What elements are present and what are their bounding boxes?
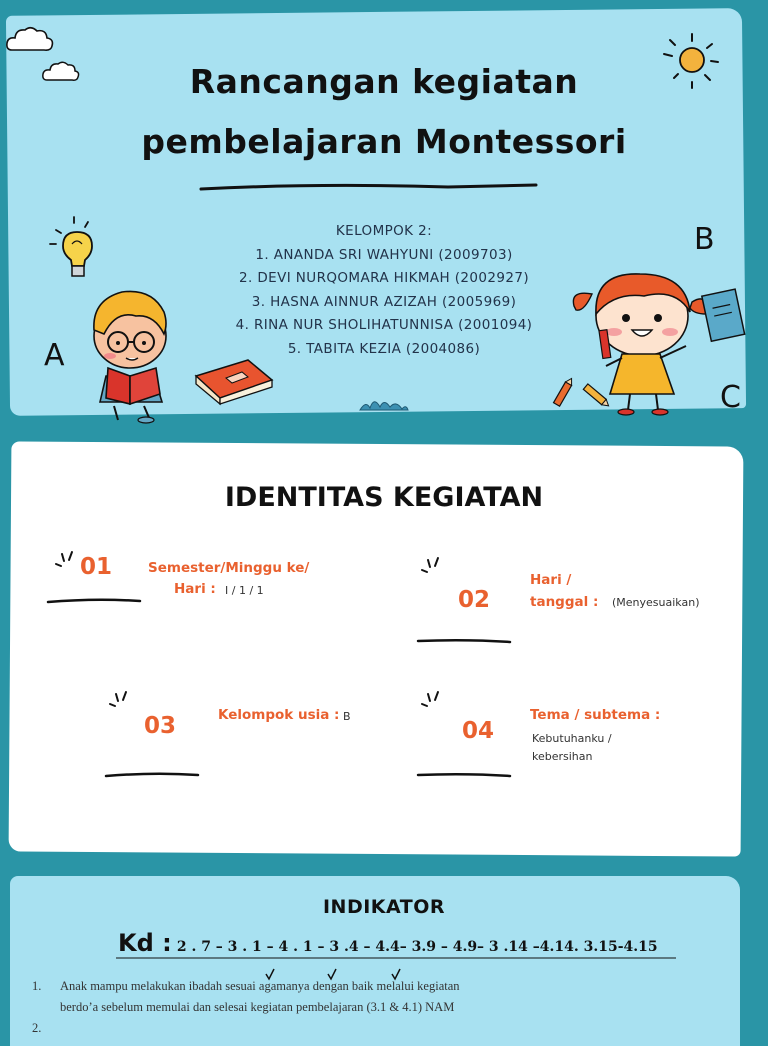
sparkle-icon	[418, 690, 442, 712]
item-number-04: 04	[462, 718, 495, 744]
kd-line	[118, 929, 658, 957]
identity-slide	[0, 432, 768, 864]
check-mark-icon	[390, 968, 402, 982]
hari-label: Hari :	[174, 581, 216, 597]
group-label: KELOMPOK 2:	[335, 223, 433, 239]
tema-subtema-label: Tema / subtema :	[530, 707, 661, 723]
tema-value-line1: Kebutuhanku /	[532, 732, 612, 745]
kd-label: Kd :	[118, 929, 172, 957]
member-item: 5. TABITA KEZIA (2004086)	[287, 340, 481, 357]
title-slide	[0, 0, 768, 432]
cloud-icon	[4, 24, 56, 56]
tema-value-line2: kebersihan	[532, 750, 593, 763]
semester-label: Semester/Minggu ke/	[148, 560, 310, 576]
semester-value: I / 1 / 1	[225, 584, 264, 597]
grass-tuft-icon	[356, 394, 410, 412]
letter-c: C	[720, 380, 741, 415]
sparkle-icon	[418, 556, 442, 578]
indicator-item-1-line2: berdo’a sebelum memulai dan selesai kegiatan pembelajaran (3.1 & 4.1) NAM	[60, 1000, 455, 1014]
check-mark-icon	[264, 968, 276, 982]
title-underline	[198, 180, 540, 196]
book-stack-illustration	[190, 354, 276, 404]
item-number-02: 02	[458, 587, 491, 613]
member-item: 3. HASNA AINNUR AZIZAH (2005969)	[251, 293, 517, 310]
member-item: 4. RINA NUR SHOLIHATUNNISA (2001094)	[235, 317, 533, 333]
underline-stroke	[104, 770, 200, 780]
title-line-2: pembelajaran Montessori	[141, 122, 627, 161]
group-member-list	[214, 220, 554, 361]
kd-underline	[116, 956, 676, 960]
kd-value: 2 . 7 – 3 . 1 – 4 . 1 – 3 .4 – 4.4– 3.9 – 4.9– 3 .14 –4.14. 3.15-4.15	[176, 939, 658, 955]
underline-stroke	[416, 770, 512, 780]
boy-reading-illustration	[80, 282, 190, 424]
underline-stroke	[46, 596, 142, 606]
sparkle-icon	[106, 690, 130, 712]
indicator-title: INDIKATOR	[322, 896, 445, 918]
title-line-1: Rancangan kegiatan	[189, 62, 579, 101]
underline-stroke	[416, 636, 512, 646]
indicator-marker-1: 1.	[32, 979, 42, 993]
member-item: 2. DEVI NURQOMARA HIKMAH (2002927)	[238, 270, 530, 286]
kelompok-usia-label: Kelompok usia :	[218, 707, 340, 723]
letter-b: B	[694, 222, 715, 257]
check-mark-icon	[326, 968, 338, 982]
identity-title: IDENTITAS KEGIATAN	[224, 482, 544, 513]
indicator-slide	[0, 866, 768, 1035]
lightbulb-icon	[46, 214, 106, 286]
tanggal-label: tanggal :	[530, 594, 599, 610]
item-number-01: 01	[80, 554, 113, 580]
indicator-marker-2: 2.	[32, 1021, 42, 1035]
letter-a: A	[44, 338, 65, 373]
tanggal-value: (Menyesuaikan)	[612, 596, 700, 609]
kelompok-usia-value: B	[343, 710, 351, 723]
item-number-03: 03	[144, 713, 177, 739]
hari-tanggal-label: Hari /	[530, 572, 572, 588]
sparkle-icon	[52, 550, 76, 572]
member-item: 1. ANANDA SRI WAHYUNI (2009703)	[255, 246, 513, 263]
indicator-item-1-line1: Anak mampu melakukan ibadah sesuai agamanya dengan baik melalui kegiatan	[60, 979, 460, 993]
